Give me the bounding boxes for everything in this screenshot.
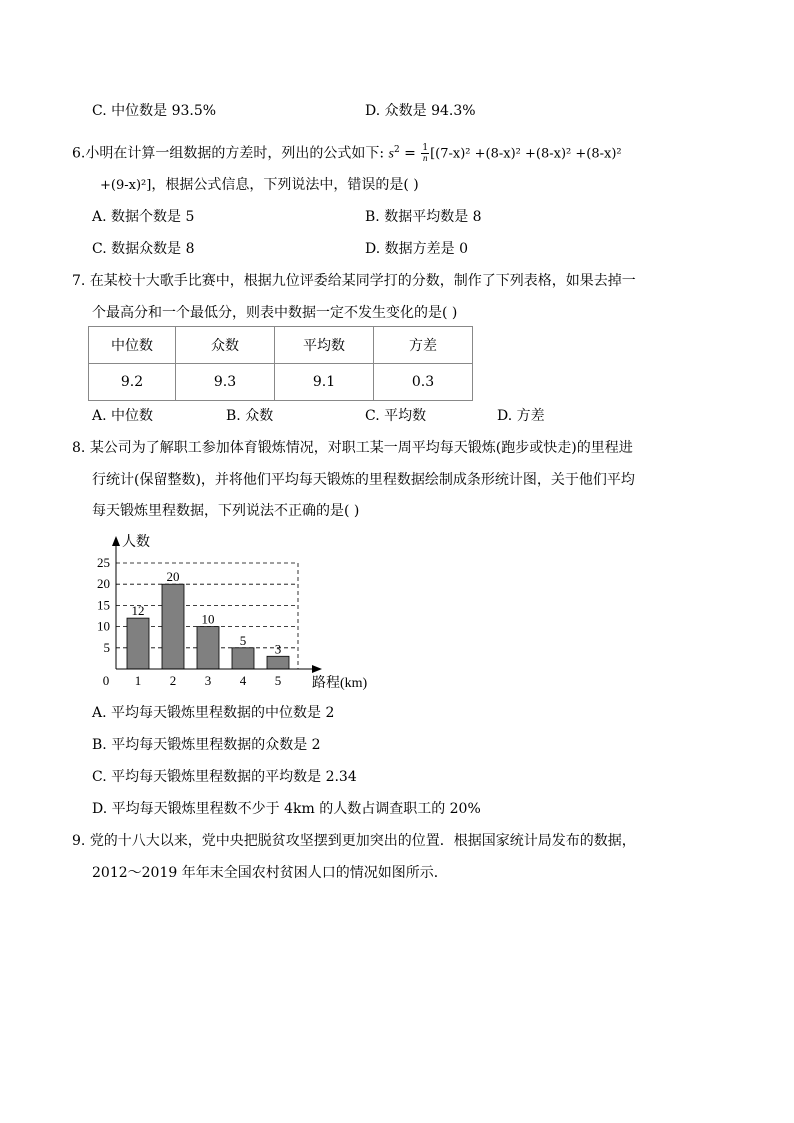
q5-option-d: D. 众数是 94.3%	[365, 103, 476, 119]
table-header-cell: 众数	[176, 327, 275, 364]
q7-option-b: B. 众数	[226, 408, 274, 424]
table-header-cell: 中位数	[89, 327, 176, 364]
q8-number: 8.	[72, 440, 86, 456]
q7-stem-text1: 在某校十大歌手比赛中，根据九位评委给某同学打的分数，制作了下列表格，如果去掉一	[89, 273, 636, 289]
y-tick-label: 15	[97, 597, 110, 613]
q8-stem-line1	[72, 438, 633, 458]
q6-formula-eq: =	[404, 145, 416, 162]
bar	[267, 656, 289, 669]
bar	[232, 648, 254, 669]
data-label: 20	[166, 569, 180, 585]
q6-frac-denominator: n	[422, 153, 428, 164]
data-label: 12	[131, 603, 145, 619]
q6-option-d: D. 数据方差是 0	[365, 241, 468, 257]
q6-stem-line1	[72, 140, 622, 165]
q6-stem-start: 小明在计算一组数据的方差时，列出的公式如下:	[85, 145, 389, 162]
q6-formula-terms-2: +(9-x)²]	[100, 178, 152, 193]
y-axis-label: 人数	[122, 535, 150, 550]
q8-option-a: A. 平均每天锻炼里程数据的中位数是 2	[92, 705, 335, 721]
q8-bar-chart	[88, 530, 388, 700]
x-tick-label: 5	[274, 673, 282, 688]
bar	[197, 627, 219, 669]
y-axis-arrow	[112, 536, 120, 546]
q9-stem-line1	[72, 831, 636, 851]
y-tick-label: 25	[97, 555, 110, 570]
q8-option-c: C. 平均每天锻炼里程数据的平均数是 2.34	[92, 769, 357, 785]
q8-stem-text1: 某公司为了解职工参加体育锻炼情况，对职工某一周平均每天锻炼(跑步或快走)的里程进	[89, 440, 633, 456]
q8-option-b: B. 平均每天锻炼里程数据的众数是 2	[92, 737, 321, 753]
data-label: 3	[274, 641, 282, 657]
q6-frac-numerator: 1	[422, 143, 429, 154]
q7-number: 7.	[72, 273, 86, 289]
q9-number: 9.	[72, 833, 86, 849]
origin-label: 0	[102, 673, 110, 688]
q6-formula-terms-1: [(7-x)² +(8-x)² +(8-x)² +(8-x)²	[430, 146, 622, 162]
q7-stem-line1	[72, 271, 636, 291]
table-cell: 0.3	[374, 364, 473, 401]
table-row	[89, 364, 473, 401]
q6-formula-s: s	[388, 146, 394, 162]
q6-formula-fraction	[421, 144, 429, 163]
bar	[127, 618, 149, 669]
q8-stem-line3: 每天锻炼里程数据，下列说法不正确的是( )	[92, 503, 360, 519]
y-tick-label: 10	[97, 618, 110, 634]
q9-stem-line2: 2012～2019 年年末全国农村贫困人口的情况如图所示．	[92, 865, 448, 881]
x-axis-label: 路程(km)	[312, 676, 368, 691]
data-label: 5	[239, 632, 247, 648]
q5-option-c: C. 中位数是 93.5%	[92, 103, 217, 119]
q6-option-c: C. 数据众数是 8	[92, 241, 195, 257]
x-tick-label: 3	[204, 673, 212, 688]
table-header-cell: 方差	[374, 327, 473, 364]
q6-option-a: A. 数据个数是 5	[92, 209, 195, 225]
x-tick-label: 4	[239, 673, 247, 688]
q6-stem-line2	[100, 175, 419, 196]
q8-stem-line2: 行统计(保留整数)，并将他们平均每天锻炼的里程数据绘制成条形统计图，关于他们平均	[92, 472, 635, 488]
x-tick-label: 2	[169, 673, 177, 688]
y-tick-label: 20	[97, 576, 110, 592]
q6-formula-exp: 2	[393, 145, 400, 155]
table-cell: 9.2	[89, 364, 176, 401]
q6-stem-end: ，根据公式信息，下列说法中，错误的是( )	[151, 177, 419, 193]
q6-number: 6.	[72, 145, 86, 162]
table-cell: 9.1	[275, 364, 374, 401]
q8-option-d: D. 平均每天锻炼里程数不少于 4km 的人数占调查职工的 20%	[92, 801, 481, 817]
table-cell: 9.3	[176, 364, 275, 401]
x-tick-label: 1	[134, 673, 142, 688]
q7-stem-line2: 个最高分和一个最低分，则表中数据一定不发生变化的是( )	[92, 305, 458, 321]
bar	[162, 584, 184, 669]
q7-option-d: D. 方差	[497, 408, 545, 424]
q6-option-b: B. 数据平均数是 8	[365, 209, 482, 225]
y-tick-label: 5	[103, 639, 110, 655]
x-axis-arrow	[312, 665, 322, 673]
data-label: 10	[201, 611, 215, 627]
q9-stem-text1: 党的十八大以来，党中央把脱贫攻坚摆到更加突出的位置．根据国家统计局发布的数据，	[89, 833, 636, 849]
table-header-cell: 平均数	[275, 327, 374, 364]
table-header-row	[89, 327, 473, 364]
q7-option-c: C. 平均数	[365, 408, 427, 424]
q7-option-a: A. 中位数	[92, 408, 154, 424]
q7-stats-table	[88, 326, 473, 401]
